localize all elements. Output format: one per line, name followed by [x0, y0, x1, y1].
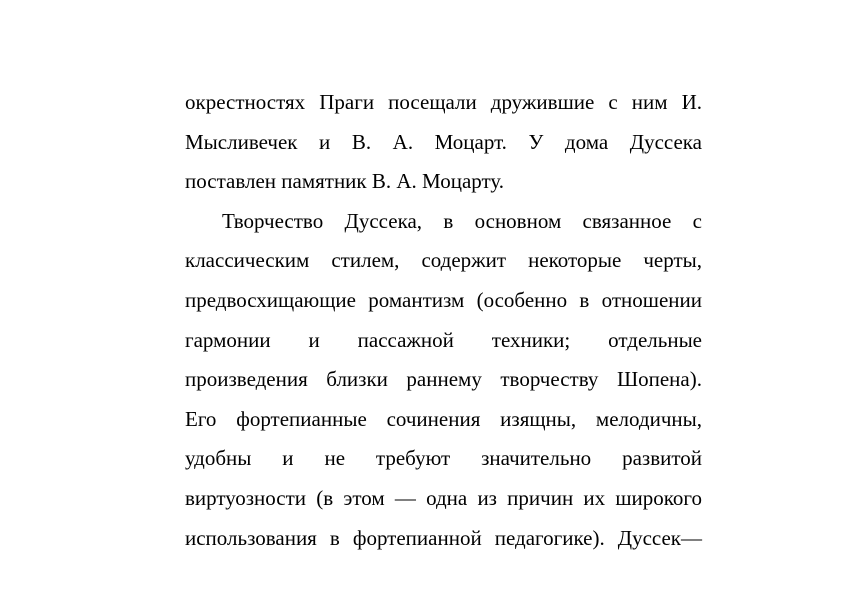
paragraph-1-line-3: поставлен памятник В. А. Моцарту.	[185, 169, 505, 194]
paragraph-2-line-3: предвосхищающие романтизм (особенно в отношении	[185, 287, 702, 312]
paragraph-2-line-1: Творчество Дуссека, в основном связанное с	[222, 208, 702, 233]
paragraph-2-line-9: использования в фортепианной педагогике). Дуссек—	[185, 525, 702, 550]
body-text	[185, 83, 702, 558]
paragraph-2-line-7: удобны и не требуют значительно развитой	[185, 446, 702, 471]
paragraph-2-line-8: виртуозности (в этом — одна из причин их широкого	[185, 485, 702, 510]
paragraph-2-line-6: Его фортепианные сочинения изящны, мелодичны,	[185, 406, 702, 431]
paragraph-2-line-5: произведения близки раннему творчеству Шопена).	[185, 367, 702, 392]
paragraph-2-line-2: классическим стилем, содержит некоторые черты,	[185, 248, 702, 273]
paragraph-1-line-1: окрестностях Праги посещали дружившие с ним И.	[185, 90, 702, 114]
paragraph-1-line-2: Мысливечек и В. А. Моцарт. У дома Дуссека	[185, 129, 702, 154]
paragraph-2-line-4: гармонии и пассажной техники; отдельные	[185, 327, 702, 352]
